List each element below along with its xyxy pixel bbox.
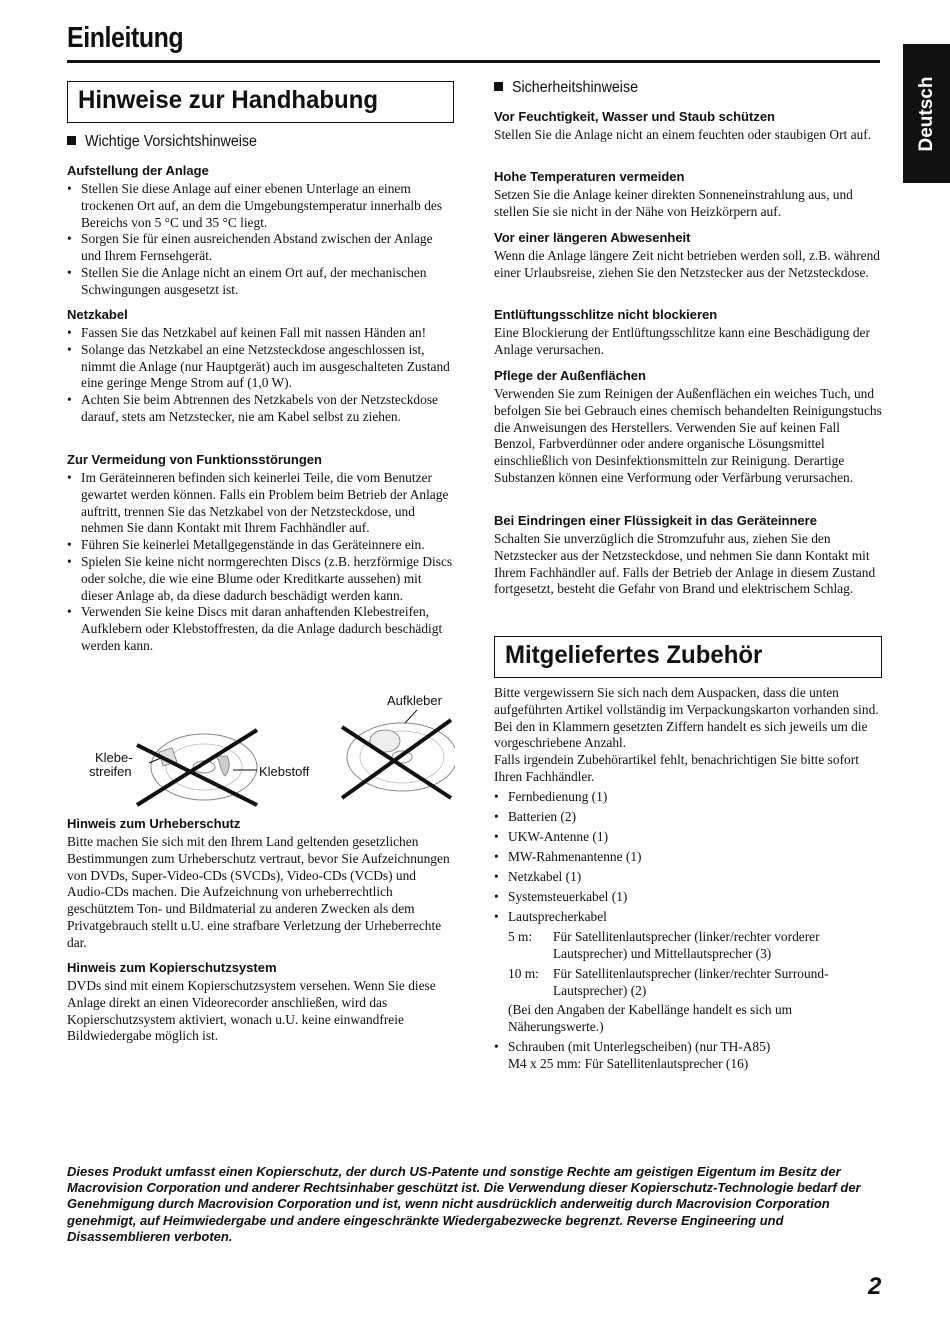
- label-aufkleber: Aufkleber: [387, 693, 442, 708]
- text-entlueftung: Eine Blockierung der Entlüftungsschlitze kann eine Beschädigung der Anlage verursachen.: [494, 325, 870, 357]
- cable-10m-key: 10 m:: [508, 965, 539, 981]
- square-bullet-icon: [494, 82, 503, 91]
- list-item: • Achten Sie beim Abtrennen des Netzkabels von der Netzsteckdose darauf, stets am Netzstecker, nie am Kabel selbst zu ziehen.: [67, 392, 455, 426]
- list-item: • Fassen Sie das Netzkabel auf keinen Fall mit nassen Händen an!: [67, 325, 455, 342]
- block-abwesenheit: [494, 229, 882, 282]
- section-title-handhabung: [67, 81, 454, 123]
- block-fluessigkeit: [494, 512, 882, 598]
- zubehoer-intro-1: Bitte vergewissern Sie sich nach dem Auspacken, dass die unten aufgeführten Artikel vollständig im Verpackungskarton vorhanden sind.: [494, 685, 879, 717]
- list-item: • UKW-Antenne (1): [494, 829, 882, 846]
- heading-abwesenheit: Vor einer längeren Abwesenheit: [494, 230, 691, 245]
- block-urheberschutz: [67, 815, 455, 952]
- cable-note: (Bei den Angaben der Kabellänge handelt es sich um Näherungswerte.): [508, 1002, 793, 1035]
- square-bullet-icon: [67, 136, 76, 145]
- text-urheberschutz: Bitte machen Sie sich mit den Ihrem Land geltenden gesetzlichen Bestimmungen zum Urheberschutz vertraut, bevor Sie Aufzeichnungen von DVDs, Super-Video-CDs (SVCDs), Video-CDs (VCDs) und Audio-CDs machen. Die Aufzeichnung von urheberrechtlich geschütztem Ton- und Bildmaterial zu anderen Zwecken als dem Privatgebrauch stellt u.U. eine strafbare Verletzung der Urheberrechte dar.: [67, 834, 450, 950]
- list-item: • Im Geräteinneren befinden sich keinerlei Teile, die vom Benutzer gewartet werden können. Falls ein Problem beim Betrieb der Anlage auftritt, trennen Sie das Netzkabel von der Netzsteckdose, und nehmen Sie dann Kontakt mit Ihrem Fachhändler auf.: [67, 470, 455, 537]
- heading-kopierschutz: Hinweis zum Kopierschutzsystem: [67, 960, 277, 975]
- heading-fluessigkeit: Bei Eindringen einer Flüssigkeit in das Geräteinnere: [494, 513, 817, 528]
- text-kopierschutz: DVDs sind mit einem Kopierschutzsystem versehen. Wenn Sie diese Anlage direkt an einen Videorecorder anschließen, wird das Kopierschutzsystem aktiviert, wonach u.U. keine einwandfreie Bildwiedergabe möglich ist.: [67, 978, 436, 1044]
- section-title-zubehoer-text: Mitgeliefertes Zubehör: [505, 641, 763, 669]
- list-item: • Solange das Netzkabel an eine Netzsteckdose angeschlossen ist, nimmt die Anlage (nur Hauptgerät) auch im ausgeschalteten Zustand eine geringe Menge Strom auf (1,0 W).: [67, 342, 455, 392]
- zubehoer-intro-3: Falls irgendein Zubehörartikel fehlt, benachrichtigen Sie bitte sofort Ihren Fachhändler.: [494, 752, 859, 784]
- text-temperatur: Setzen Sie die Anlage keiner direkten Sonneneinstrahlung aus, und stellen Sie sie nicht in der Nähe von Heizkörpern auf.: [494, 187, 853, 219]
- section-title-zubehoer: [494, 636, 882, 678]
- list-item: • Spielen Sie keine nicht normgerechten Discs (z.B. herzförmige Discs oder solche, die wie eine Blume oder Kreditkarte aussehen) mit dieser Anlage ab, da diese dadurch beschädigt werden kann.: [67, 554, 455, 604]
- list-item: • Sorgen Sie für einen ausreichenden Abstand zwischen der Anlage und Ihrem Fernsehgerät.: [67, 231, 455, 265]
- heading-aufstellung: Aufstellung der Anlage: [67, 163, 209, 178]
- text-pflege: Verwenden Sie zum Reinigen der Außenflächen ein weiches Tuch, und befolgen Sie bei Gebrauch eines chemisch behandelten Reinigungstuchs die Anweisungen des Herstellers. Verwenden Sie auf keinen Fall Benzol, Farbverdünner oder andere organische Lösungsmittel einschließlich von Desinfektionsmitteln zur Reinigung. Derartige Substanzen können eine Verformung oder Verfärbung verursachen.: [494, 386, 882, 485]
- heading-netzkabel: Netzkabel: [67, 307, 128, 322]
- language-tab: [903, 44, 950, 183]
- language-tab-label: Deutsch: [915, 76, 937, 151]
- cable-10m-text: Für Satellitenlautsprecher (linker/rechter Surround-Lautsprecher) (2): [553, 965, 829, 998]
- list-aufstellung: [67, 181, 455, 299]
- disc-warning-figure: [67, 690, 455, 810]
- cable-10m: [508, 966, 882, 1000]
- list-item: • Verwenden Sie keine Discs mit daran anhaftenden Klebestreifen, Aufklebern oder Klebstoffresten, da die Anlage dadurch beschädigt werden kann.: [67, 604, 455, 654]
- cable-5m-key: 5 m:: [508, 929, 533, 945]
- block-entlueftung: [494, 306, 882, 359]
- schrauben-line-2: M4 x 25 mm: Für Satellitenlautsprecher (16): [508, 1056, 749, 1072]
- subsection-sicherheit: [494, 79, 649, 97]
- list-item: • Führen Sie keinerlei Metallgegenstände in das Geräteinnere ein.: [67, 537, 455, 554]
- list-netzkabel: [67, 325, 455, 426]
- block-temperatur: [494, 168, 882, 221]
- lautsprecherkabel-label: • Lautsprecherkabel: [508, 909, 607, 925]
- zubehoer-intro-2: Bei den in Klammern gesetzten Ziffern handelt es sich jeweils um die vorgeschriebene Anzahl.: [494, 718, 868, 751]
- page-title: Einleitung: [67, 22, 184, 54]
- disc-with-tape-icon: [137, 730, 257, 805]
- list-item: • Fernbedienung (1): [494, 789, 882, 806]
- list-item: • MW-Rahmenantenne (1): [494, 849, 882, 866]
- text-fluessigkeit: Schalten Sie unverzüglich die Stromzufuhr aus, ziehen Sie den Netzstecker aus der Netzsteckdose, und nehmen Sie dann Kontakt mit Ihrem Fachhändler auf. Falls der Betrieb der Anlage in diesem Zustand fortgesetzt, besteht die Gefahr von Brand und elektrischem Schlag.: [494, 531, 876, 597]
- heading-temperatur: Hohe Temperaturen vermeiden: [494, 169, 685, 184]
- heading-funktion: Zur Vermeidung von Funktionsstörungen: [67, 452, 322, 467]
- list-item: • Stellen Sie die Anlage nicht an einem Ort auf, der mechanischen Schwingungen ausgesetzt ist.: [67, 265, 455, 299]
- text-feuchtigkeit: Stellen Sie die Anlage nicht an einem feuchten oder staubigen Ort auf.: [494, 127, 872, 142]
- block-kopierschutz: [67, 959, 455, 1045]
- list-item: • Netzkabel (1): [494, 869, 882, 886]
- heading-entlueftung: Entlüftungsschlitze nicht blockieren: [494, 307, 718, 322]
- heading-urheberschutz: Hinweis zum Urheberschutz: [67, 816, 241, 831]
- zubehoer-list: [494, 789, 882, 1073]
- list-funktion: [67, 470, 455, 655]
- block-zubehoer: [494, 685, 882, 1076]
- block-funktion: [67, 451, 455, 655]
- cable-5m-text: Für Satellitenlautsprecher (linker/rechter vorderer Lautsprecher) und Mittellautsprecher (3): [553, 929, 820, 961]
- cable-5m: [508, 929, 882, 963]
- list-item: • Systemsteuerkabel (1): [494, 889, 882, 906]
- title-rule: [67, 60, 880, 63]
- text-abwesenheit: Wenn die Anlage längere Zeit nicht betrieben werden soll, z.B. während einer Urlaubsreise, ziehen Sie den Netzstecker aus der Netzsteckdose.: [494, 248, 880, 280]
- block-feuchtigkeit: [494, 108, 882, 144]
- subsection-vorsicht-text: Wichtige Vorsichtshinweise: [85, 133, 257, 150]
- label-klebestreifen-2: streifen: [89, 764, 132, 779]
- heading-feuchtigkeit: Vor Feuchtigkeit, Wasser und Staub schützen: [494, 109, 775, 124]
- page-number: 2: [868, 1273, 882, 1300]
- schrauben-line-1: • Schrauben (mit Unterlegscheiben) (nur TH-A85): [508, 1039, 771, 1055]
- block-netzkabel: [67, 306, 455, 426]
- block-aufstellung: [67, 162, 455, 299]
- list-item: • Batterien (2): [494, 809, 882, 826]
- label-klebstoff: Klebstoff: [259, 764, 310, 779]
- section-title-handhabung-text: Hinweise zur Handhabung: [78, 86, 379, 114]
- block-pflege: [494, 367, 882, 487]
- list-item-schrauben: [494, 1039, 882, 1073]
- subsection-vorsicht: [67, 133, 272, 151]
- list-item: • Stellen Sie diese Anlage auf einer ebenen Unterlage an einem trockenen Ort auf, an dem die Umgebungstemperatur innerhalb des Bereichs von 5 °C und 35 °C liegt.: [67, 181, 455, 231]
- copyright-notice: Dieses Produkt umfasst einen Kopierschutz, der durch US-Patente und sonstige Rechte am geistigen Eigentum im Besitz der Macrovision Corporation und anderer Rechtsinhaber geschützt ist. Die Verwendung dieser Kopierschutz-Technologie bedarf der Genehmigung durch Macrovision Corporation und ist, wenn nicht ausdrücklich anderweitig durch Macrovision Corporation genehmigt, auf Heimwiedergabe und andere eingeschränkte Wiedergabezwecke begrenzt. Reverse Engineering und Disassemblieren verboten.: [67, 1164, 861, 1244]
- subsection-sicherheit-text: Sicherheitshinweise: [512, 79, 639, 96]
- heading-pflege: Pflege der Außenflächen: [494, 368, 646, 383]
- disc-with-sticker-icon: [342, 710, 455, 798]
- label-klebestreifen-1: Klebe-: [95, 750, 133, 765]
- list-item-lautsprecherkabel: [494, 909, 882, 1036]
